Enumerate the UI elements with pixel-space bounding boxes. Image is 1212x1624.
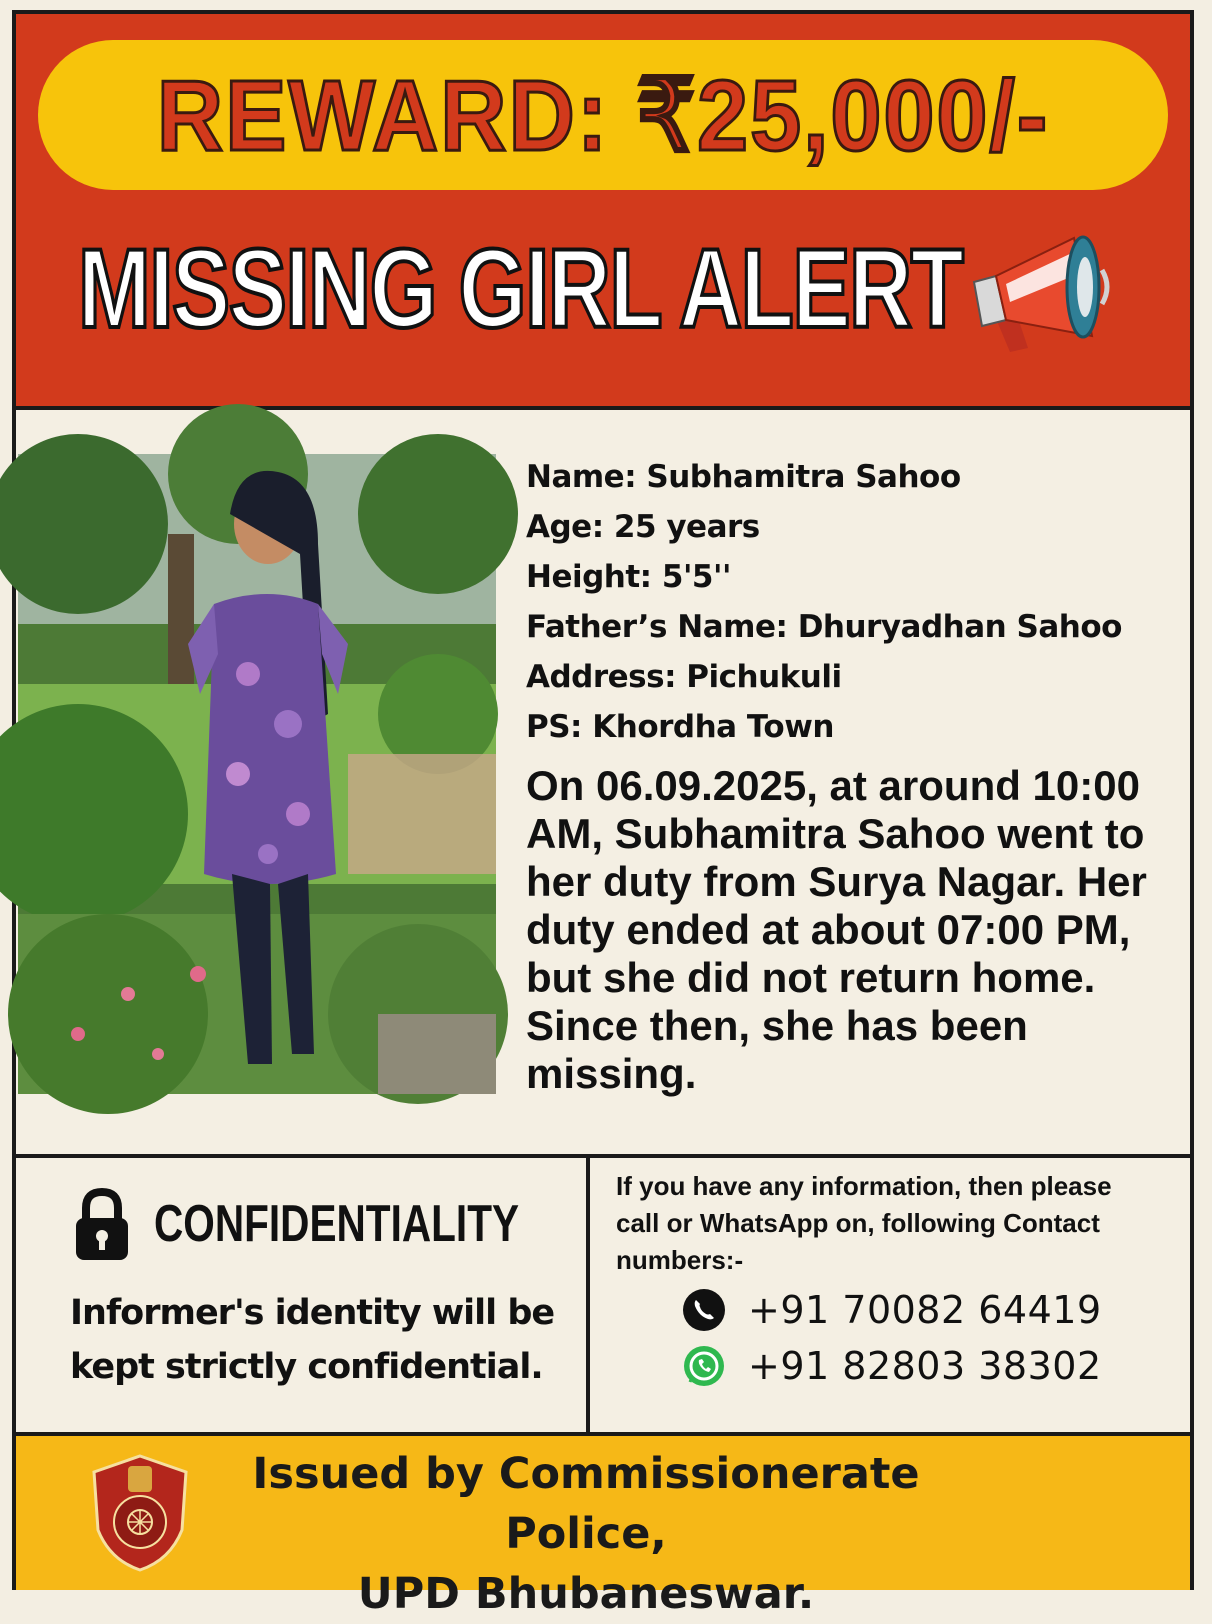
contact-intro: If you have any information, then please call or WhatsApp on, following Contact numbers:- [616,1171,1112,1275]
alert-title: MISSING GIRL ALERT [78,226,963,351]
details-section [16,406,1190,1156]
whatsapp-icon [682,1344,726,1388]
contact-panel [592,1158,1182,1436]
detail-father-name: Father’s Name: Dhuryadhan Sahoo [526,609,1122,645]
reward-text: REWARD: ₹25,000/- [156,59,1050,172]
phone-icon [682,1288,726,1332]
confidentiality-header [72,1186,622,1262]
phone-number-1[interactable]: +91 70082 64419 [748,1288,1102,1332]
phone-number-2[interactable]: +91 82803 38302 [748,1344,1102,1388]
phone-row-1[interactable] [682,1288,1102,1332]
header-banner [16,14,1190,410]
missing-person-photo [18,454,496,1094]
phone-row-2[interactable] [682,1344,1102,1388]
issued-by-line-2: UPD Bhubaneswar. [357,1569,815,1619]
police-emblem-icon [90,1452,190,1574]
detail-police-station: PS: Khordha Town [526,709,834,745]
confidentiality-panel [16,1158,590,1436]
info-row [16,1154,1190,1436]
detail-age: Age: 25 years [526,509,760,545]
details-list [526,452,1186,1098]
detail-address: Address: Pichukuli [526,659,842,695]
detail-name: Name: Subhamitra Sahoo [526,459,961,495]
incident-narrative: On 06.09.2025, at around 10:00 AM, Subhamitra Sahoo went to her duty from Surya Nagar. Her duty ended at about 07:00 PM, but she did not return home. Since then, she has been missing. [526,762,1147,1097]
detail-height: Height: 5'5'' [526,559,731,595]
confidentiality-title: CONFIDENTIALITY [154,1195,520,1253]
issued-by-line-1: Issued by Commissionerate Police, [252,1449,920,1559]
issuer-footer [16,1432,1190,1619]
lock-icon [72,1186,132,1262]
confidentiality-text: Informer's identity will be kept strictly confidential. [70,1293,555,1387]
reward-banner [38,40,1168,190]
missing-person-poster [12,10,1194,1619]
megaphone-icon [966,224,1116,374]
issued-by-text [196,1444,976,1624]
